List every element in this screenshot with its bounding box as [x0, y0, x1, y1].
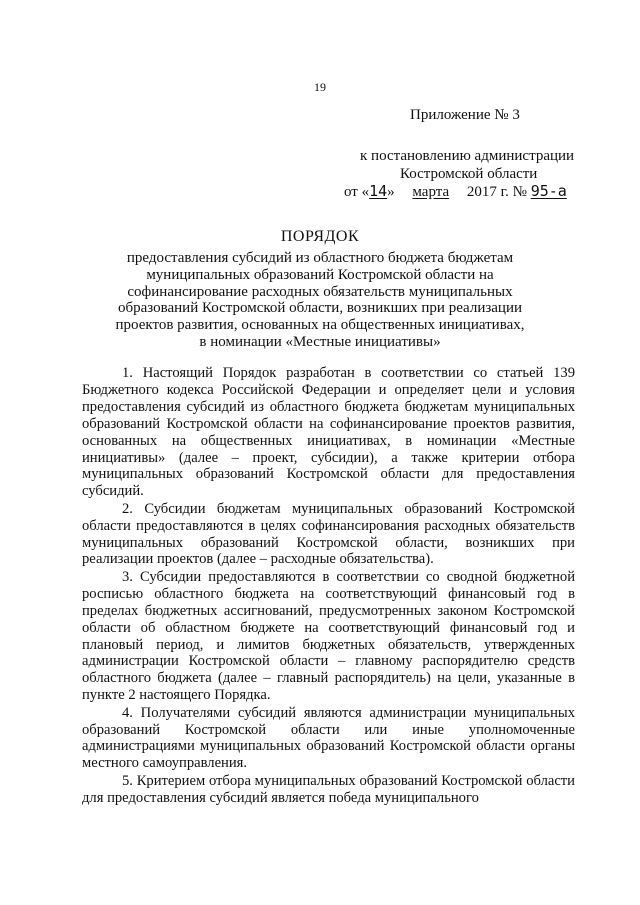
subtitle-line: образований Костромской области, возникших при реализации	[117, 300, 523, 317]
paragraph-1: 1. Настоящий Порядок разработан в соответствии со статьей 139 Бюджетного кодекса Российской Федерации и определяет цели и условия предоставления субсидий из областного бюджета бюджетам муниципальных образований Костромской области на софинансирование проектов развития, основанных на общественных инициативах, в номинации «Местные инициативы» (далее – проект, субсидии), а также критерии отбора муниципальных образований Костромской области для предоставления субсидий.	[82, 365, 575, 500]
date-prefix: от «	[344, 184, 370, 200]
paragraph-4: 4. Получателями субсидий являются администрации муниципальных образований Костромской области или иные уполномоченные администрациями муниципальных образований Костромской области органы местного самоуправления.	[82, 704, 575, 772]
date-day: 14	[369, 182, 388, 200]
date-year: 2017 г. №	[466, 184, 527, 200]
subtitle-line: софинансирование расходных обязательств муниципальных	[127, 283, 513, 300]
appendix-reference-line: к постановлению администрации	[360, 148, 575, 164]
appendix-title: Приложение № 3	[410, 107, 520, 123]
paragraph-3: 3. Субсидии предоставляются в соответствии со сводной бюджетной росписью областного бюджета на соответствующий финансовый год в пределах бюджетных ассигнований, предусмотренных законом Костромской области об областном бюджете на соответствующий финансовый год и плановый период, и лимитов бюджетных обязательств, утвержденных администрации Костромской области – главному распорядителю средств областного бюджета (далее – главный распорядитель) на цели, указанные в пункте 2 настоящего Порядка.	[82, 568, 575, 704]
paragraph-5: 5. Критерием отбора муниципальных образований Костромской области для предоставления субсидий является победа муниципального	[82, 772, 575, 806]
page-number: 19	[314, 80, 326, 94]
date-month: марта	[412, 184, 450, 200]
subtitle-line: предоставления субсидий из областного бюджета бюджетам	[126, 250, 514, 266]
subtitle-line: муниципальных образований Костромской области на	[146, 266, 494, 283]
date-mid: »	[387, 184, 395, 200]
appendix-date-line	[344, 182, 567, 201]
subtitle-line: проектов развития, основанных на общественных инициативах,	[115, 317, 525, 334]
document-title: ПОРЯДОК	[280, 228, 360, 245]
document-number: 95-а	[530, 182, 567, 200]
appendix-region-line: Костромской области	[400, 166, 538, 182]
paragraph-2: 2. Субсидии бюджетам муниципальных образований Костромской области предоставляются в целях софинансирования расходных обязательств муниципальных образований Костромской области, возникших при реализации проектов (далее – расходные обязательства).	[82, 500, 575, 568]
subtitle-line: в номинации «Местные инициативы»	[199, 333, 441, 350]
document-body	[82, 365, 575, 807]
document-subtitle	[110, 250, 530, 351]
